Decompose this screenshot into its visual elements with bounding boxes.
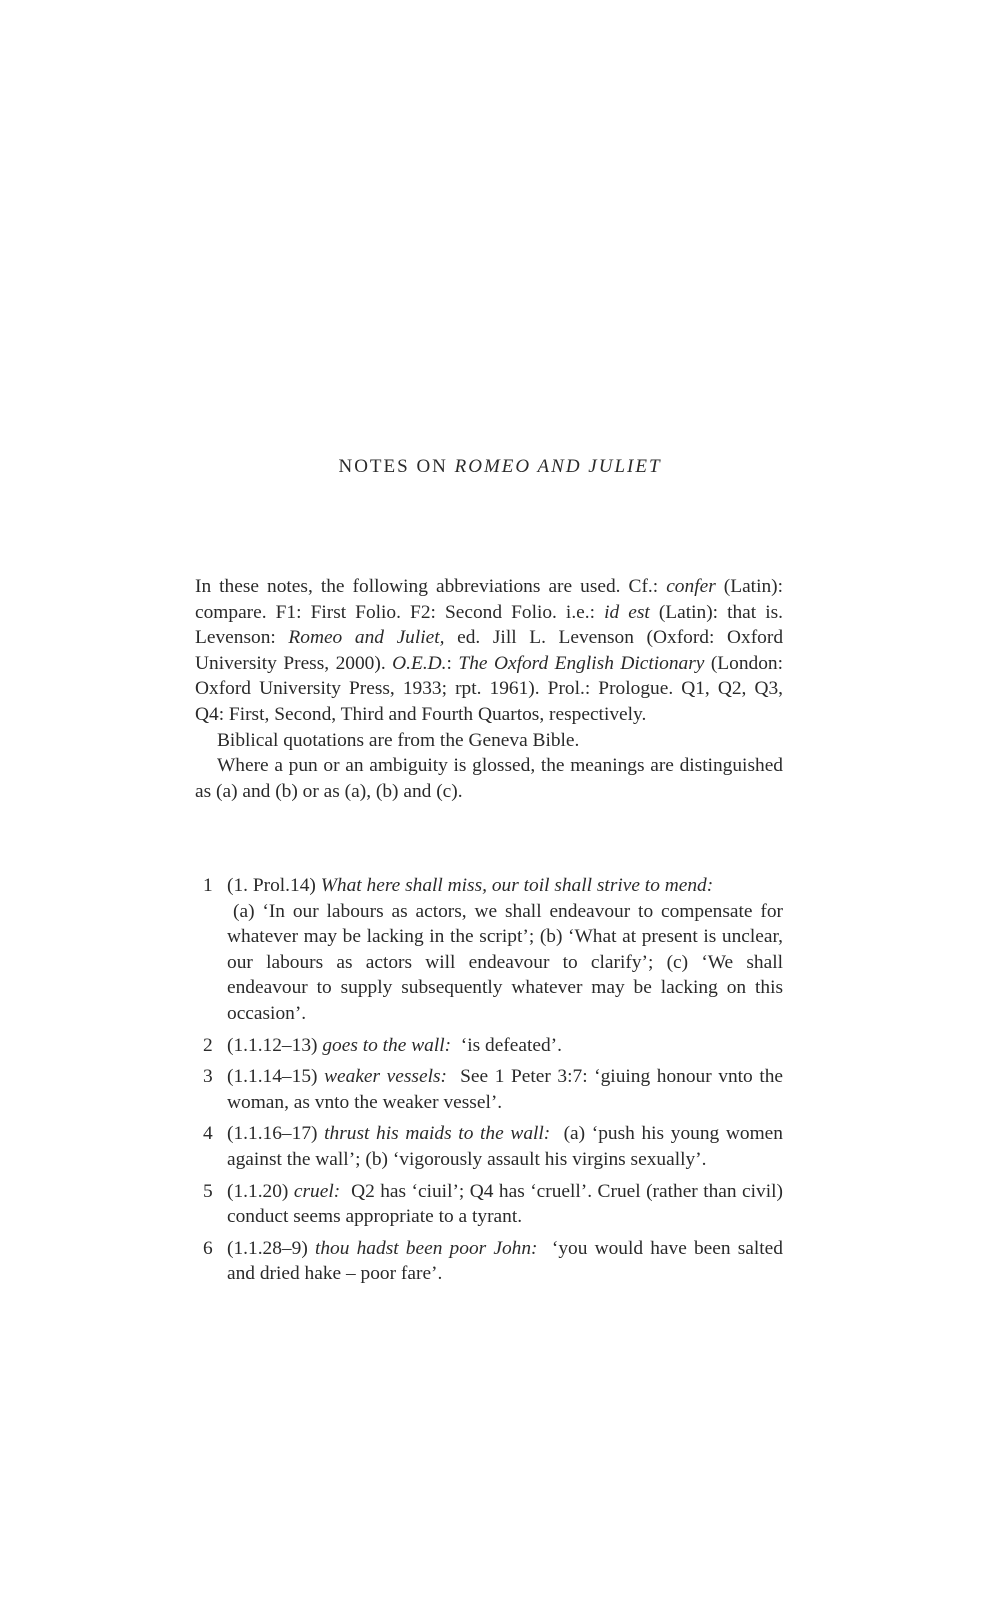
note-number: 1	[203, 875, 213, 896]
note-number: 2	[203, 1034, 213, 1056]
note-ref: (1.1.20)	[227, 1180, 289, 1202]
notes-list	[195, 873, 783, 1293]
title-italic: ROMEO AND JULIET	[454, 456, 662, 477]
abbr-text: :	[446, 652, 459, 674]
abbr-text: (London: Oxford University Press, 1933; rpt. 1961). Prol.: Prologue. Q1, Q2, Q3, Q4: First, Second, Third and Fourth Quartos, respectively.	[195, 652, 784, 725]
abbr-italic: Romeo and Juliet,	[288, 627, 445, 649]
abbr-text: In these notes, the following abbreviations are used. Cf.:	[195, 576, 667, 597]
note-lemma: weaker vessels:	[324, 1066, 447, 1088]
note-lemma: thou hadst been poor John:	[314, 1237, 538, 1259]
note-lemma: thrust his maids to the wall:	[324, 1123, 551, 1145]
note-number: 5	[203, 1180, 213, 1202]
note-lemma: goes to the wall:	[322, 1034, 452, 1056]
biblical-paragraph: Biblical quotations are from the Geneva Bible.	[217, 729, 580, 751]
abbr-italic: confer	[666, 576, 716, 597]
note-number: 6	[203, 1237, 213, 1259]
note-number: 4	[203, 1123, 213, 1145]
title-prefix: NOTES ON	[338, 456, 455, 477]
abbr-text: ed. Jill L. Levenson (Oxford: Oxford University Press, 2000).	[195, 627, 784, 674]
abbreviations-paragraph	[195, 574, 783, 728]
note-gloss: Q2 has ‘ciuil’; Q4 has ‘cruell’. Cruel (rather than civil) conduct seems appropriate to a tyrant.	[227, 1180, 783, 1228]
note-item	[195, 1121, 783, 1172]
note-item	[195, 1064, 783, 1115]
abbr-italic: O.E.D.	[392, 652, 447, 674]
note-lemma: cruel:	[293, 1180, 341, 1202]
note-gloss: See 1 Peter 3:7: ‘giuing honour vnto the woman, as vnto the weaker vessel’.	[227, 1066, 784, 1113]
note-gloss: (a) ‘push his young women against the wall’; (b) ‘vigorously assault his virgins sexually’.	[227, 1123, 783, 1170]
page-title	[0, 456, 1000, 478]
note-ref: (1. Prol.14)	[227, 875, 316, 896]
note-item	[195, 1033, 783, 1059]
note-ref: (1.1.14–15)	[227, 1066, 318, 1088]
note-gloss: (a) ‘In our labours as actors, we shall endeavour to compensate for whatever may be lacking in the script’; (b) ‘What at present is unclear, our labours as actors will endeavour to clarify’; (c) ‘We shall endeavour to supply subsequently whatever may be lacking on this occasion’.	[227, 900, 783, 1024]
abbr-text: (Latin): compare. F1: First Folio. F2: Second Folio. i.e.:	[195, 576, 783, 623]
note-ref: (1.1.28–9)	[227, 1237, 308, 1259]
abbr-text: (Latin): that is. Levenson:	[195, 601, 784, 649]
note-item	[195, 873, 783, 1027]
note-item	[195, 1236, 783, 1287]
note-gloss: ‘you would have been salted and dried hake – poor fare’.	[227, 1237, 783, 1285]
intro-section	[195, 574, 783, 804]
note-ref: (1.1.16–17)	[227, 1123, 318, 1145]
note-ref: (1.1.12–13)	[227, 1034, 318, 1056]
note-gloss: ‘is defeated’.	[460, 1034, 562, 1056]
note-number: 3	[203, 1066, 213, 1088]
note-item	[195, 1179, 783, 1230]
ambiguity-paragraph: Where a pun or an ambiguity is glossed, the meanings are distinguished as (a) and (b) or as (a), (b) and (c).	[195, 755, 783, 802]
abbr-italic: The Oxford English Dictionary	[458, 652, 705, 674]
abbr-italic: id est	[604, 601, 650, 623]
note-lemma: What here shall miss, our toil shall strive to mend:	[320, 875, 714, 896]
